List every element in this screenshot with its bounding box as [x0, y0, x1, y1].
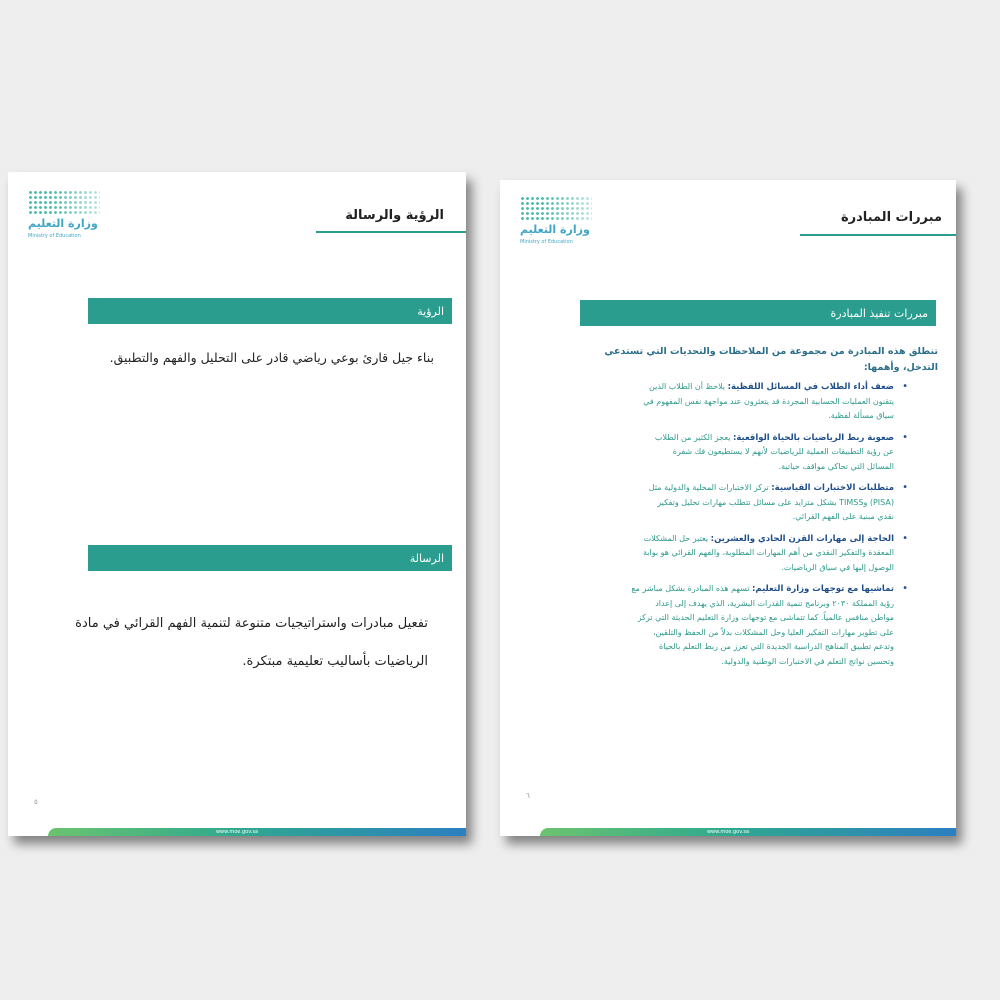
item-heading: صعوبة ربط الرياضيات بالحياة الواقعية: [732, 432, 894, 443]
item-text: نقدي مبنية على الفهم القرائي. [792, 512, 894, 521]
title-underline [800, 234, 956, 236]
footer-url: www.moe.gov.sa [215, 829, 259, 835]
bullet-dot-icon: • [902, 431, 908, 443]
page-footer [8, 826, 466, 836]
page-number: ٥ [34, 798, 38, 806]
justifications-list [558, 380, 908, 676]
moe-logo-icon [28, 190, 108, 250]
item-text: وتحسين نواتج التعلم في الاختبارات الوطنية والدولية. [721, 656, 894, 666]
list-item [558, 582, 908, 669]
moe-logo-icon [520, 196, 600, 256]
section-label: مبررات تنفيذ المبادرة [830, 306, 928, 320]
item-text: يعجز الكثير من الطلاب [654, 432, 731, 442]
list-item [558, 532, 908, 576]
list-item [558, 380, 908, 424]
logo-dot-grid [28, 190, 100, 216]
item-text: على تطوير مهارات التفكير العليا وحل المشكلات بدلاً من الحفظ والتلقين، [652, 627, 894, 637]
mission-text-line-1: تفعيل مبادرات واستراتيجيات متنوعة لتنمية الفهم القرائي في مادة [75, 616, 428, 631]
page-number: ٦ [526, 792, 530, 800]
bullet-dot-icon: • [902, 583, 908, 594]
mission-text-line-2: الرياضيات بأساليب تعليمية مبتكرة. [242, 654, 428, 669]
section-header-bar [580, 300, 936, 326]
vision-text: بناء جيل قارئ بوعي رياضي قادر على التحليل والفهم والتطبيق. [109, 350, 434, 365]
item-heading: تماشيها مع توجهات وزارة التعليم: [752, 584, 894, 594]
logo-dot-grid [520, 196, 592, 222]
page-title: مبررات المبادرة [840, 210, 942, 225]
item-text: مواطن منافس عالمياً. كما تتماشى مع توجهات وزارة التعليم الحديثة التي تركز [637, 613, 894, 622]
item-text: المسائل التي تحاكي مواقف حياتية. [778, 461, 894, 471]
item-text: المعقدة والتفكير النقدي من أهم المهارات المطلوبة، والفهم القرائي هو بوابة [643, 548, 894, 557]
item-text: (PISA) وTIMSS بشكل متزايد على مسائل تتطلب مهارات تحليل وتفكير [657, 497, 894, 507]
intro-paragraph [598, 344, 938, 376]
mission-header-bar [88, 545, 452, 571]
item-text: الوصول إليها في سياق الرياضيات. [781, 562, 894, 572]
logo-arabic-text: وزارة التعليم [28, 217, 98, 230]
list-item [558, 431, 908, 475]
item-text: وتدعم تطبيق المناهج الدراسية الجديدة التي تعزز من ربط التعلم بالحياة [659, 642, 894, 651]
item-text: عن رؤية التطبيقات العملية للرياضيات لأنهم لا يستطيعون فك شفرة [672, 447, 894, 456]
logo-arabic-text: وزارة التعليم [520, 223, 590, 236]
item-text: تسهم هذه المبادرة بشكل مباشر مع [631, 584, 750, 593]
item-heading: الحاجة إلى مهارات القرن الحادي والعشرين: [710, 533, 894, 544]
document-page-right [500, 180, 956, 836]
bullet-dot-icon: • [902, 532, 908, 544]
vision-header-bar [88, 298, 452, 324]
bullet-dot-icon: • [902, 482, 908, 493]
logo-english-text: Ministry of Education [28, 233, 81, 239]
document-page-left [8, 172, 466, 836]
footer-url: www.moe.gov.sa [706, 829, 750, 835]
page-title: الرؤية والرسالة [345, 208, 444, 223]
item-text: يتقنون العمليات الحسابية المجردة قد يتعثرون عند مواجهة نفس المفهوم في [643, 396, 894, 406]
vision-label: الرؤية [417, 304, 444, 318]
intro-line-1: تنطلق هذه المبادرة من مجموعة من الملاحظات والتحديات التي تستدعي [604, 346, 938, 357]
item-heading: ضعف أداء الطلاب في المسائل اللفظية: [727, 382, 894, 392]
mission-label: الرسالة [409, 551, 444, 565]
item-text: رؤية المملكة ٢٠٣٠ وبرنامج تنمية القدرات البشرية، الذي يهدف إلى إعداد [655, 598, 894, 608]
page-footer [500, 826, 956, 836]
bullet-dot-icon: • [902, 381, 908, 392]
title-underline [316, 231, 466, 233]
item-text: يلاحظ أن الطلاب الذين [649, 382, 726, 391]
intro-line-2: التدخل، وأهمها: [863, 362, 938, 373]
item-text: يعتبر حل المشكلات [643, 533, 709, 543]
item-text: تركز الاختبارات المحلية والدولية مثل [648, 483, 769, 492]
item-heading: متطلبات الاختبارات القياسية: [771, 483, 894, 493]
item-text: سياق مسألة لفظية. [828, 411, 894, 420]
list-item [558, 481, 908, 525]
logo-english-text: Ministry of Education [520, 239, 573, 245]
